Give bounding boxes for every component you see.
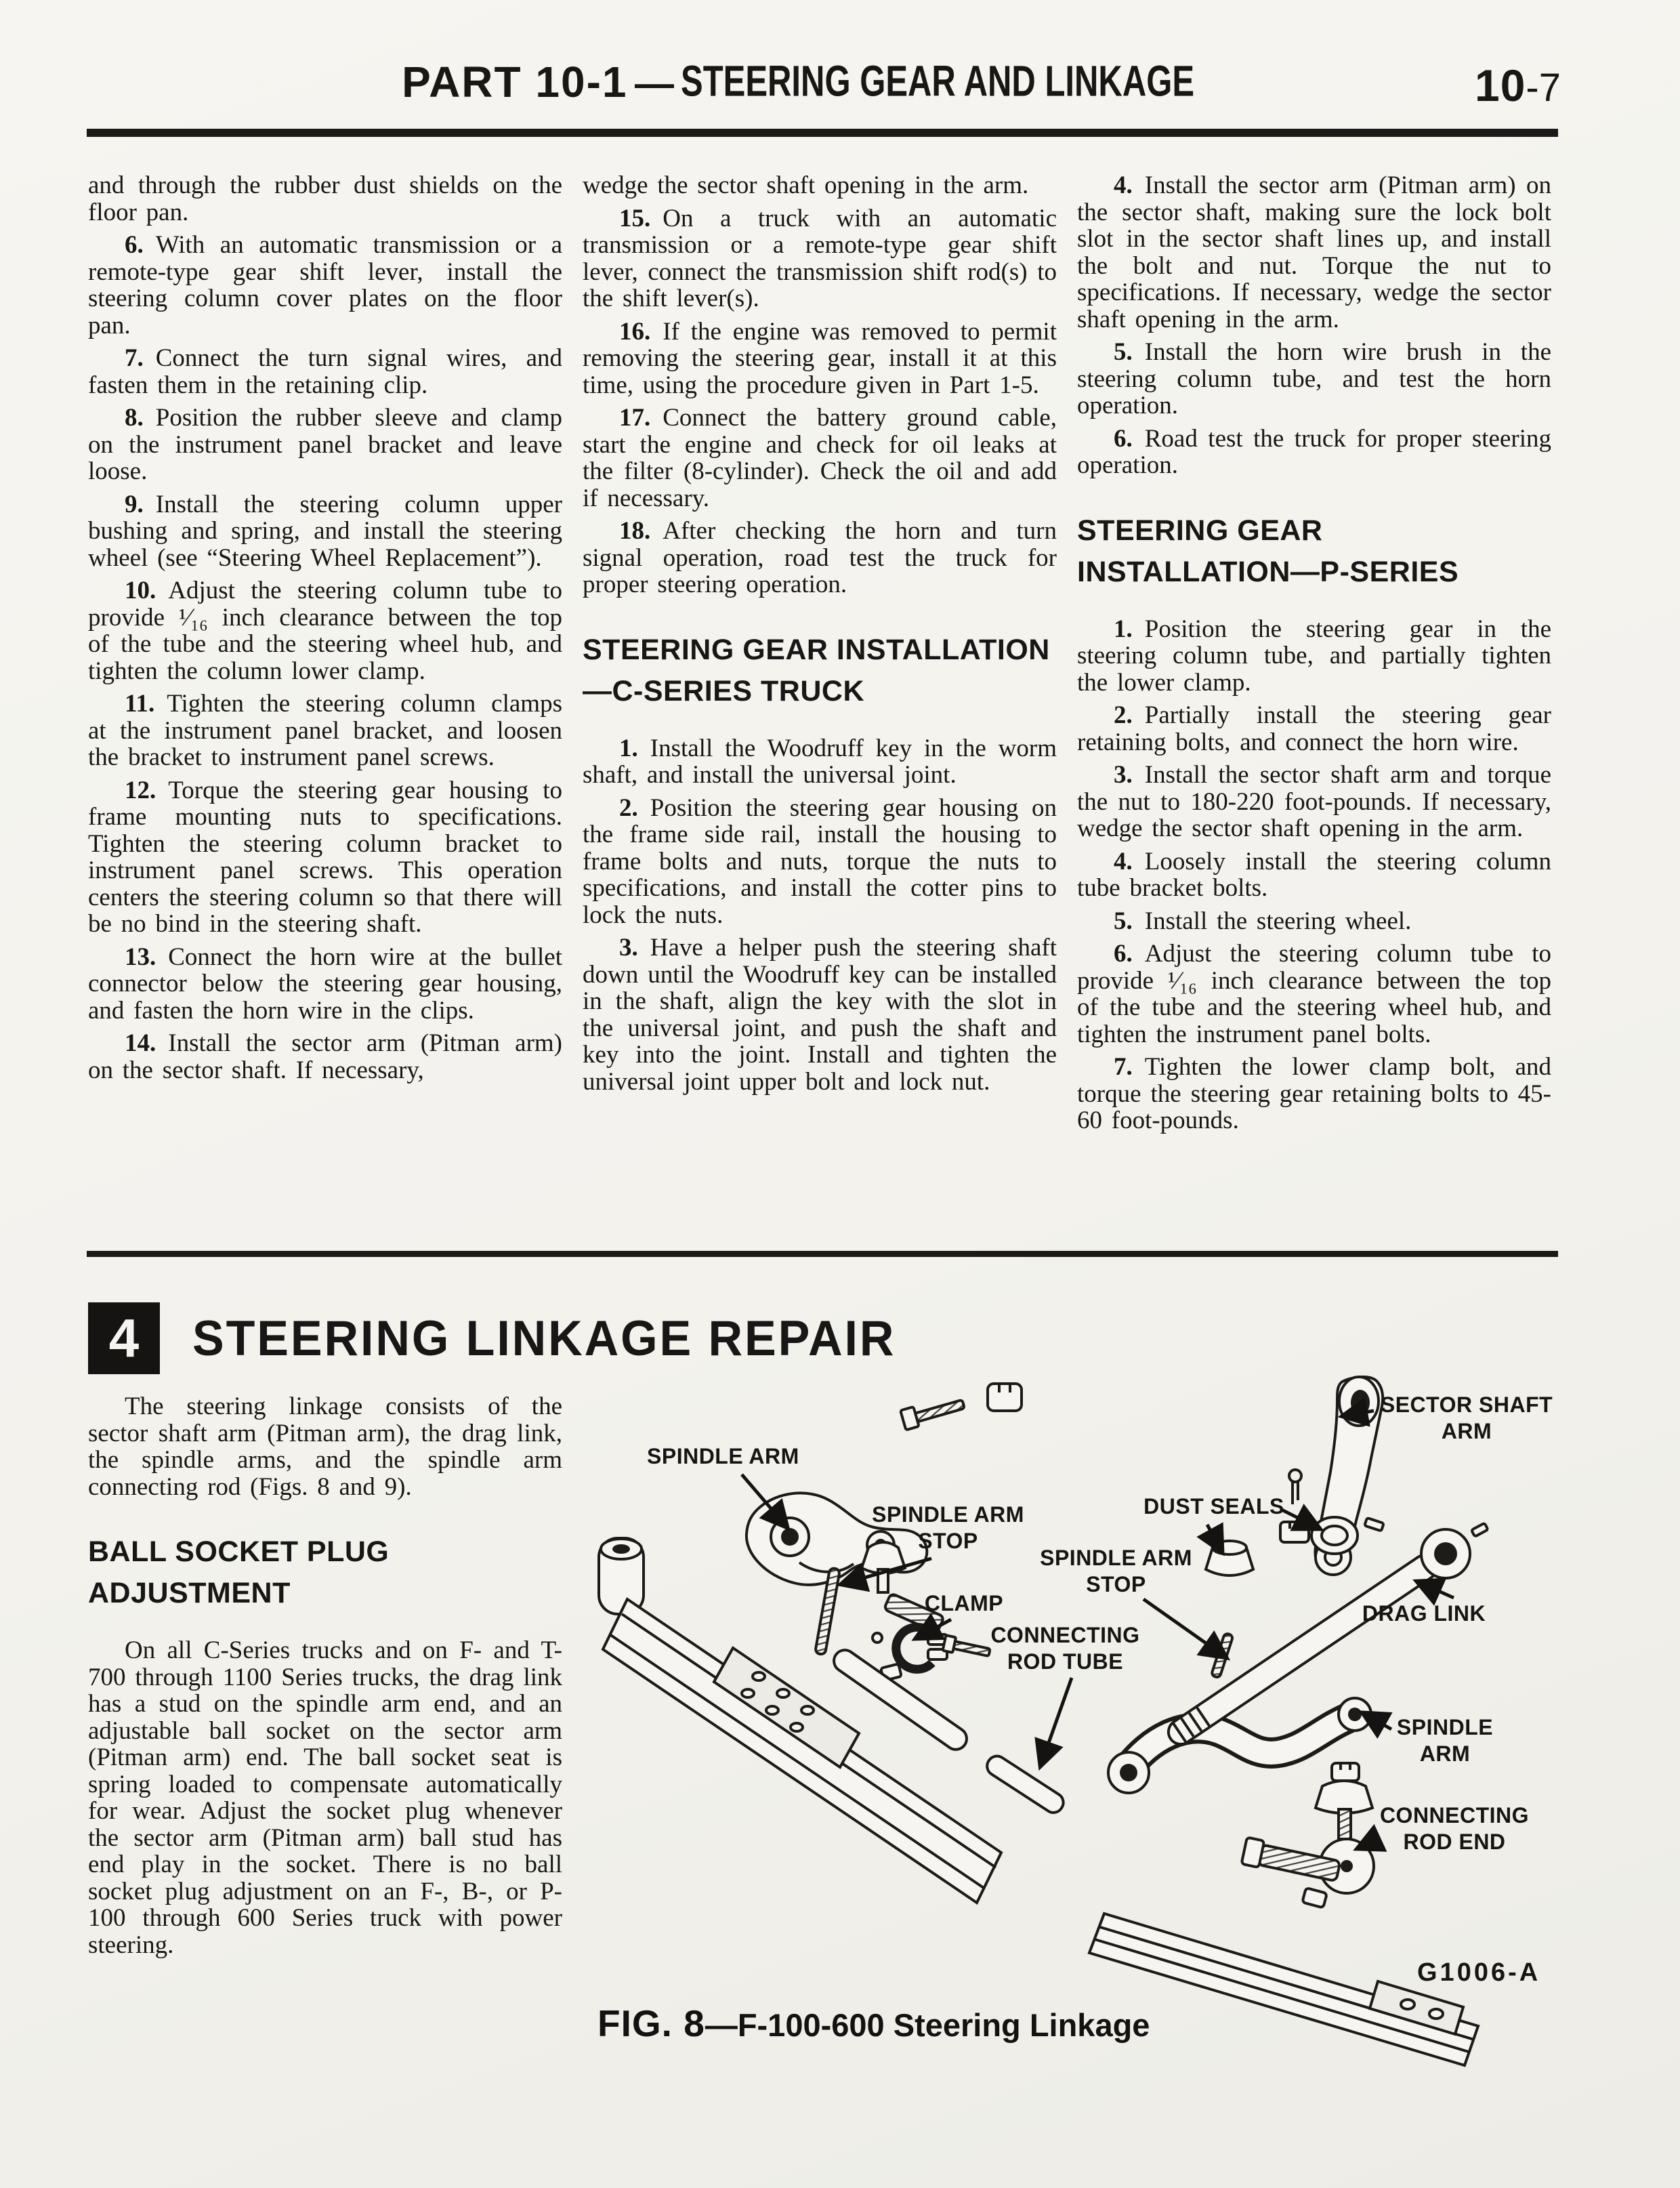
- section-divider-rule: [87, 1251, 1558, 1257]
- paragraph: 4. Install the sector arm (Pitman arm) on the sector shaft, making sure the lock bolt slot in the sector shaft lines up, and install the bolt and nut. Torque the nut to specifications. If necessary, wedge the sector shaft opening in the arm.: [1077, 171, 1551, 333]
- paragraph: 6. Road test the truck for proper steering operation.: [1077, 424, 1551, 479]
- label-connecting-rod-end: CONNECTING ROD END: [1379, 1803, 1530, 1855]
- page-number: [1475, 60, 1561, 111]
- figure-8-line-art: [599, 1377, 1488, 2065]
- paragraph: 6. With an automatic transmission or a remote-type gear shift lever, install the steering column cover plates on the floor pan.: [88, 231, 562, 339]
- label-spindle-arm-stop-center: SPINDLE ARM STOP: [872, 1502, 1024, 1554]
- column-3: [1077, 172, 1551, 1140]
- column-2: [583, 172, 1057, 1101]
- section-title: STEERING LINKAGE REPAIR: [192, 1310, 896, 1366]
- paragraph: and through the rubber dust shields on the floor pan.: [88, 171, 562, 226]
- castle-nut-icon: [988, 1384, 1022, 1411]
- heading-line: BALL SOCKET PLUG: [88, 1535, 390, 1568]
- paragraph: The steering linkage consists of the sector shaft arm (Pitman arm), the drag link, the spindle arms, and the spindle arm connecting rod (Figs. 8 and 9).: [88, 1392, 562, 1501]
- label-drag-link: DRAG LINK: [1362, 1601, 1486, 1626]
- figure-caption: [597, 2002, 1150, 2045]
- paragraph: 4. Loosely install the steering column tube bracket bolts.: [1077, 847, 1551, 903]
- heading-line: INSTALLATION—P-SERIES: [1077, 555, 1459, 588]
- label-spindle-arm-left: SPINDLE ARM: [647, 1444, 799, 1468]
- dust-seal-cone: [1206, 1541, 1253, 1575]
- paragraph: 12. Torque the steering gear housing to frame mounting nuts to specifications. Tighten the steering column bracket to instrument panel screws. This operation centers the steering column so that there will be no bind in the steering shaft.: [88, 776, 562, 938]
- paragraph: 11. Tighten the steering column clamps at the instrument panel bracket, and loosen the bracket to instrument panel screws.: [88, 690, 562, 771]
- part-number: PART 10-1: [402, 58, 628, 106]
- figure-caption-text: F-100-600 Steering Linkage: [737, 2007, 1150, 2043]
- header-dash: —: [634, 62, 674, 106]
- heading-line: ADJUSTMENT: [88, 1577, 291, 1610]
- label-spindle-arm-stop-right: SPINDLE ARM STOP: [1040, 1546, 1192, 1597]
- heading-ball-socket-plug-adjustment: [88, 1531, 562, 1614]
- paragraph: 16. If the engine was removed to permit removing the steering gear, install it at this time, using the procedure given in Part 1-5.: [583, 317, 1057, 399]
- paragraph: 2. Partially install the steering gear retaining bolts, and connect the horn wire.: [1077, 701, 1551, 756]
- part-title: STEERING GEAR AND LINKAGE: [681, 57, 1195, 106]
- page-header: [0, 57, 1680, 107]
- heading-steering-gear-installation-c-series: [583, 629, 1057, 712]
- figure-8: [562, 1329, 1649, 2075]
- page-number-minor: -7: [1526, 66, 1561, 110]
- paragraph: On all C-Series trucks and on F- and T-700 through 1100 Series trucks, the drag link has a stud on the spindle arm end, and an adjustable ball socket on the sector arm (Pitman arm) end. The ball socket seat is spring loaded to compensate automatically for wear. Adjust the socket plug whenever the sector arm (Pitman arm) ball stud has end play in the socket. There is no ball socket plug adjustment on an F-, B-, or P-100 through 600 Series truck with power steering.: [88, 1636, 562, 1959]
- paragraph: 15. On a truck with an automatic transmission or a remote-type gear shift lever, connect the transmission shift rod(s) to the shift lever(s).: [583, 204, 1057, 312]
- label-sector-shaft-arm: SECTOR SHAFT ARM: [1380, 1392, 1553, 1444]
- column-1: [88, 172, 562, 1090]
- paragraph: 7. Tighten the lower clamp bolt, and torque the steering gear retaining bolts to 45-60 foot-pounds.: [1077, 1053, 1551, 1135]
- connecting-rod-end-drawing: [1242, 1763, 1374, 1908]
- paragraph: 1. Position the steering gear in the steering column tube, and partially tighten the lower clamp.: [1077, 615, 1551, 697]
- label-spindle-arm-right: SPINDLE ARM: [1396, 1715, 1494, 1767]
- heading-line: STEERING GEAR INSTALLATION: [583, 633, 1050, 666]
- paragraph: 10. Adjust the steering column tube to provide ¹⁄₁₆ inch clearance between the top of the tube and the steering wheel hub, and tighten the column lower clamp.: [88, 577, 562, 685]
- paragraph: 18. After checking the horn and turn signal operation, road test the truck for proper steering operation.: [583, 517, 1057, 598]
- paragraph: 3. Have a helper push the steering shaft down until the Woodruff key can be installed in the shaft, align the key with the slot in the universal joint, and push the shaft and key into the joint. Install and tighten the universal joint upper bolt and lock nut.: [583, 934, 1057, 1096]
- figure-caption-dash: —: [705, 2008, 738, 2044]
- paragraph: 7. Connect the turn signal wires, and fasten them in the retaining clip.: [88, 344, 562, 399]
- bolt-icon: [900, 1393, 966, 1430]
- heading-line: STEERING GEAR: [1077, 514, 1323, 547]
- column-lower-left: [88, 1393, 562, 1964]
- paragraph: wedge the sector shaft opening in the arm.: [583, 171, 1029, 199]
- paragraph: 14. Install the sector arm (Pitman arm) on the sector shaft. If necessary,: [88, 1029, 562, 1084]
- paragraph: 17. Connect the battery ground cable, start the engine and check for oil leaks at the filter (8-cylinder). Check the oil and add if necessary.: [583, 404, 1057, 512]
- figure-caption-number: FIG. 8: [597, 2002, 705, 2044]
- paragraph: 6. Adjust the steering column tube to provide ¹⁄₁₆ inch clearance between the top of the tube and the steering wheel hub, and tighten the instrument panel bolts.: [1077, 940, 1551, 1048]
- paragraph: 8. Position the rubber sleeve and clamp on the instrument panel bracket and leave loose.: [88, 404, 562, 485]
- section-number: 4: [108, 1308, 140, 1368]
- paragraph: 9. Install the steering column upper bushing and spring, and install the steering wheel (see “Steering Wheel Replacement”).: [88, 490, 562, 572]
- page-number-major: 10: [1475, 60, 1526, 110]
- paragraph: 13. Connect the horn wire at the bullet connector below the steering gear housing, and fasten the horn wire in the clips.: [88, 943, 562, 1025]
- dust-seal-cup: [1311, 1517, 1384, 1554]
- paragraph: 3. Install the sector shaft arm and torque the nut to 180-220 foot-pounds. If necessary, wedge the sector shaft opening in the arm.: [1077, 761, 1551, 843]
- section-number-box: [88, 1302, 160, 1374]
- label-clamp: CLAMP: [924, 1591, 1004, 1615]
- figure-part-code: G1006-A: [1417, 1958, 1541, 1987]
- clamp-drawing: [881, 1627, 991, 1680]
- paragraph: 1. Install the Woodruff key in the worm shaft, and install the universal joint.: [583, 734, 1057, 789]
- paragraph: 5. Install the horn wire brush in the steering column tube, and test the horn operation.: [1077, 338, 1551, 419]
- label-connecting-rod-tube: CONNECTING ROD TUBE: [990, 1623, 1140, 1674]
- label-dust-seals: DUST SEALS: [1143, 1494, 1284, 1519]
- heading-line: —C-SERIES TRUCK: [583, 674, 865, 707]
- header-rule: [87, 129, 1558, 137]
- paragraph: 5. Install the steering wheel.: [1114, 907, 1412, 935]
- heading-steering-gear-installation-p-series: [1077, 510, 1551, 593]
- paragraph: 2. Position the steering gear housing on the frame side rail, install the housing to frame bolts and nuts, torque the nuts to specifications, and install the cotter pins to lock the nuts.: [583, 793, 1057, 929]
